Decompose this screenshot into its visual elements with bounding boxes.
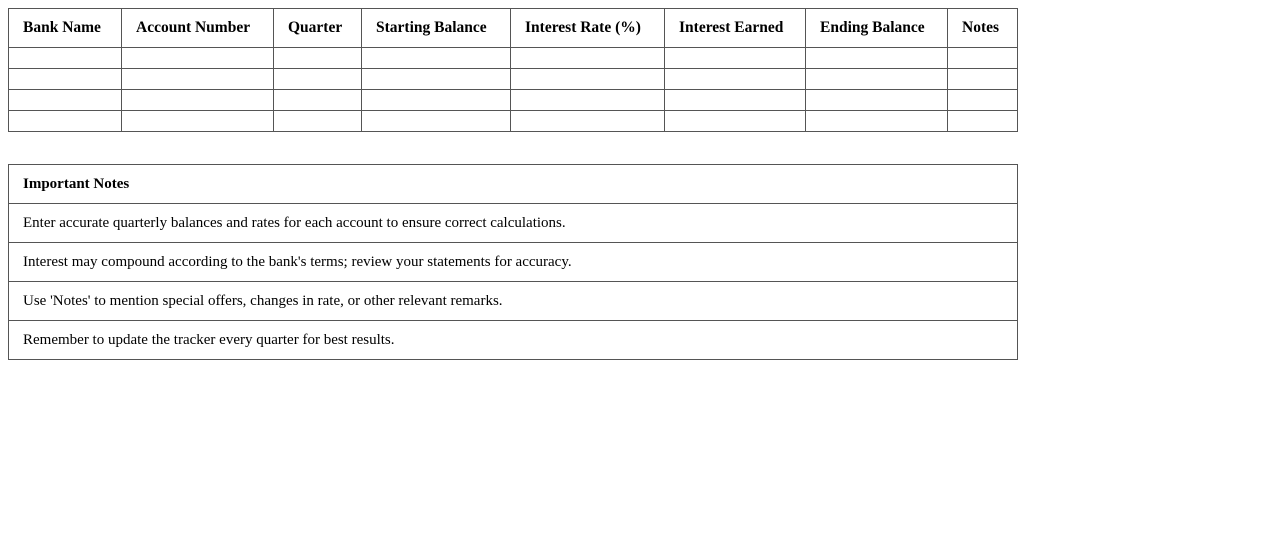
table-cell[interactable]: [122, 90, 274, 111]
table-cell[interactable]: [665, 111, 806, 132]
table-cell[interactable]: [948, 90, 1018, 111]
list-item: [9, 243, 1018, 282]
column-header-interest-rate: Interest Rate (%): [511, 9, 665, 48]
table-cell[interactable]: [806, 90, 948, 111]
table-cell[interactable]: [362, 48, 511, 69]
interest-tracker-table: [8, 8, 1018, 132]
table-cell[interactable]: [511, 69, 665, 90]
table-cell[interactable]: [9, 69, 122, 90]
table-cell[interactable]: [511, 48, 665, 69]
table-cell[interactable]: [9, 111, 122, 132]
table-row: [9, 48, 1018, 69]
table-cell[interactable]: [274, 69, 362, 90]
list-item: [9, 321, 1018, 360]
notes-title: Important Notes: [9, 165, 1018, 204]
table-cell[interactable]: [665, 69, 806, 90]
table-row: [9, 90, 1018, 111]
table-cell[interactable]: [274, 111, 362, 132]
table-cell[interactable]: [122, 111, 274, 132]
column-header-bank-name: Bank Name: [9, 9, 122, 48]
note-text: Interest may compound according to the bank's terms; review your statements for accuracy.: [9, 243, 1018, 282]
table-cell[interactable]: [9, 48, 122, 69]
table-cell[interactable]: [9, 90, 122, 111]
table-cell[interactable]: [274, 90, 362, 111]
table-cell[interactable]: [948, 111, 1018, 132]
table-cell[interactable]: [362, 111, 511, 132]
table-cell[interactable]: [511, 90, 665, 111]
column-header-interest-earned: Interest Earned: [665, 9, 806, 48]
table-cell[interactable]: [665, 48, 806, 69]
table-header-row: [9, 9, 1018, 48]
table-cell[interactable]: [122, 69, 274, 90]
column-header-account-number: Account Number: [122, 9, 274, 48]
column-header-quarter: Quarter: [274, 9, 362, 48]
table-cell[interactable]: [274, 48, 362, 69]
note-text: Enter accurate quarterly balances and rates for each account to ensure correct calculations.: [9, 204, 1018, 243]
table-cell[interactable]: [511, 111, 665, 132]
important-notes-table: [8, 164, 1018, 360]
table-cell[interactable]: [362, 69, 511, 90]
table-cell[interactable]: [806, 111, 948, 132]
list-item: [9, 204, 1018, 243]
table-row: [9, 69, 1018, 90]
table-cell[interactable]: [948, 48, 1018, 69]
note-text: Use 'Notes' to mention special offers, changes in rate, or other relevant remarks.: [9, 282, 1018, 321]
column-header-starting-balance: Starting Balance: [362, 9, 511, 48]
notes-header-row: [9, 165, 1018, 204]
table-cell[interactable]: [806, 69, 948, 90]
table-cell[interactable]: [122, 48, 274, 69]
table-cell[interactable]: [665, 90, 806, 111]
column-header-ending-balance: Ending Balance: [806, 9, 948, 48]
table-cell[interactable]: [806, 48, 948, 69]
column-header-notes: Notes: [948, 9, 1018, 48]
table-cell[interactable]: [362, 90, 511, 111]
list-item: [9, 282, 1018, 321]
note-text: Remember to update the tracker every quarter for best results.: [9, 321, 1018, 360]
table-row: [9, 111, 1018, 132]
table-cell[interactable]: [948, 69, 1018, 90]
